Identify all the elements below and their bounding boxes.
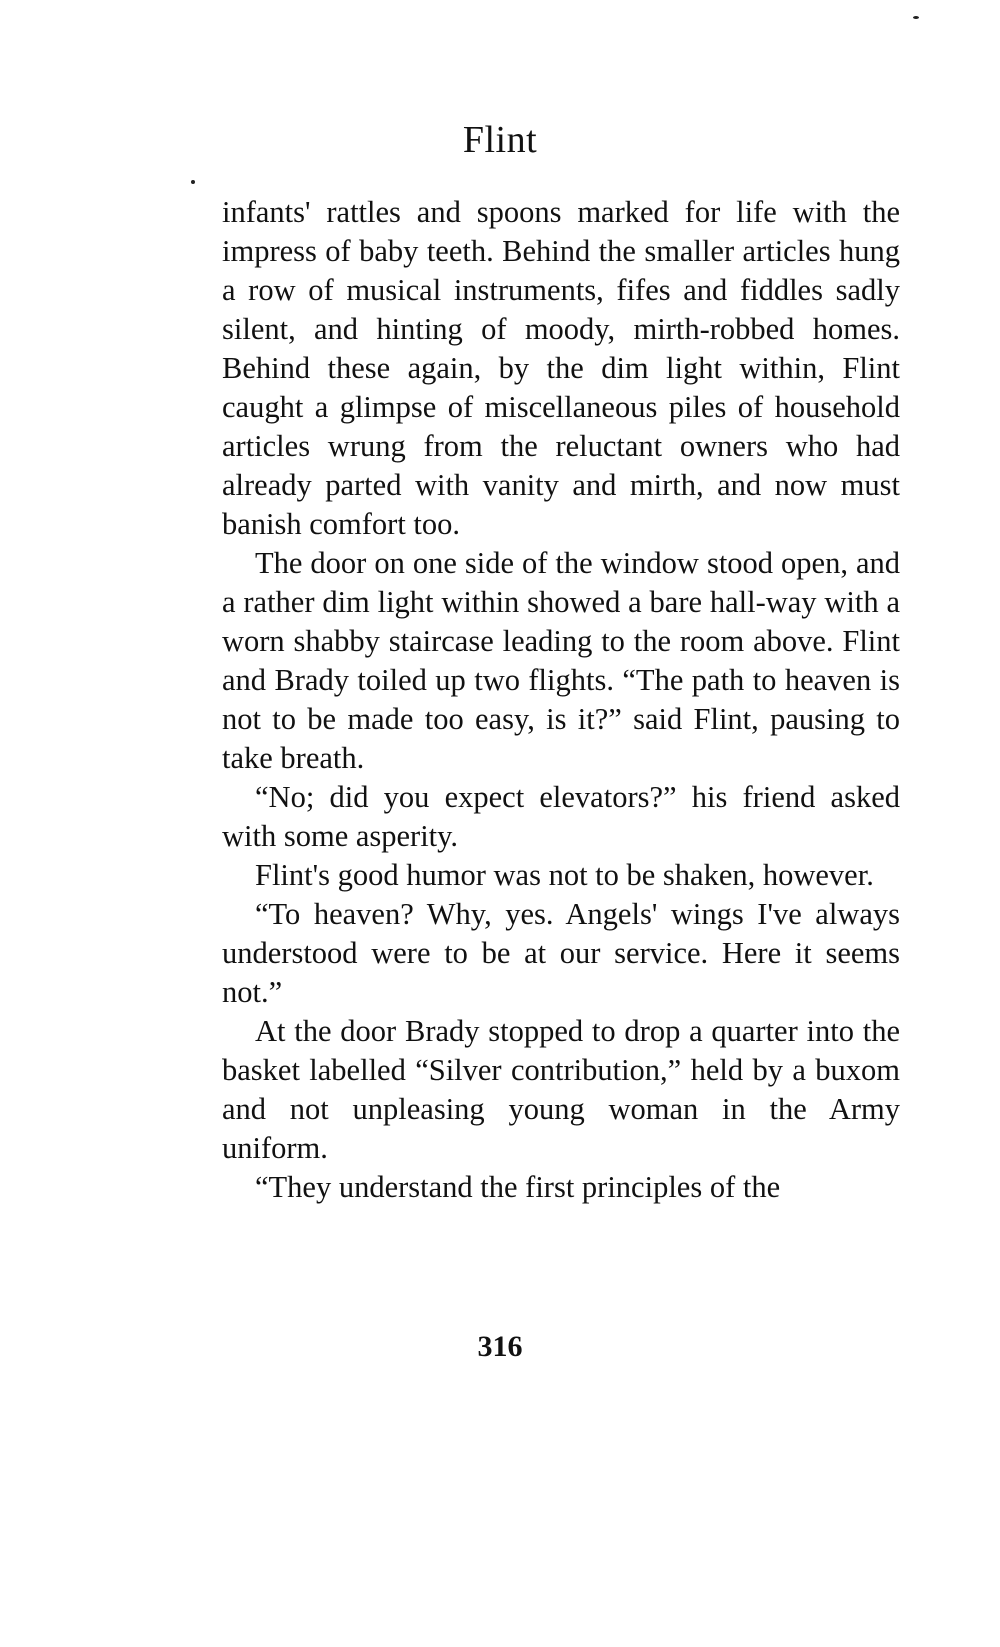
- running-head: Flint: [462, 119, 538, 161]
- page-number: 316: [477, 1330, 523, 1363]
- paragraph: Flint's good humor was not to be shaken, however.: [255, 858, 874, 892]
- paragraph: “They understand the first principles of the: [255, 1170, 781, 1204]
- body-text: [222, 193, 900, 1207]
- paragraph: At the door Brady stopped to drop a quarter into the basket labelled “Silver contribution,” held by a buxom and not unpleasing young woman in the Army uniform.: [222, 1014, 900, 1165]
- ink-speck: [191, 180, 195, 184]
- paragraph: “No; did you expect elevators?” his friend asked with some asperity.: [222, 780, 900, 853]
- paragraph: The door on one side of the window stood open, and a rather dim light within showed a bare hall-way with a worn shabby staircase leading to the room above. Flint and Brady toiled up two flights. “The path to heaven is not to be made too easy, is it?” said Flint, pausing to take breath.: [222, 546, 900, 775]
- ink-speck: [913, 16, 919, 19]
- paragraph: “To heaven? Why, yes. Angels' wings I've always understood were to be at our service. Here it seems not.”: [222, 897, 900, 1009]
- paragraph: infants' rattles and spoons marked for life with the impress of baby teeth. Behind the smaller articles hung a row of musical instruments, fifes and fiddles sadly silent, and hinting of moody, mirth-robbed homes. Behind these again, by the dim light within, Flint caught a glimpse of miscellaneous piles of household articles wrung from the reluctant owners who had already parted with vanity and mirth, and now must banish comfort too.: [222, 195, 900, 541]
